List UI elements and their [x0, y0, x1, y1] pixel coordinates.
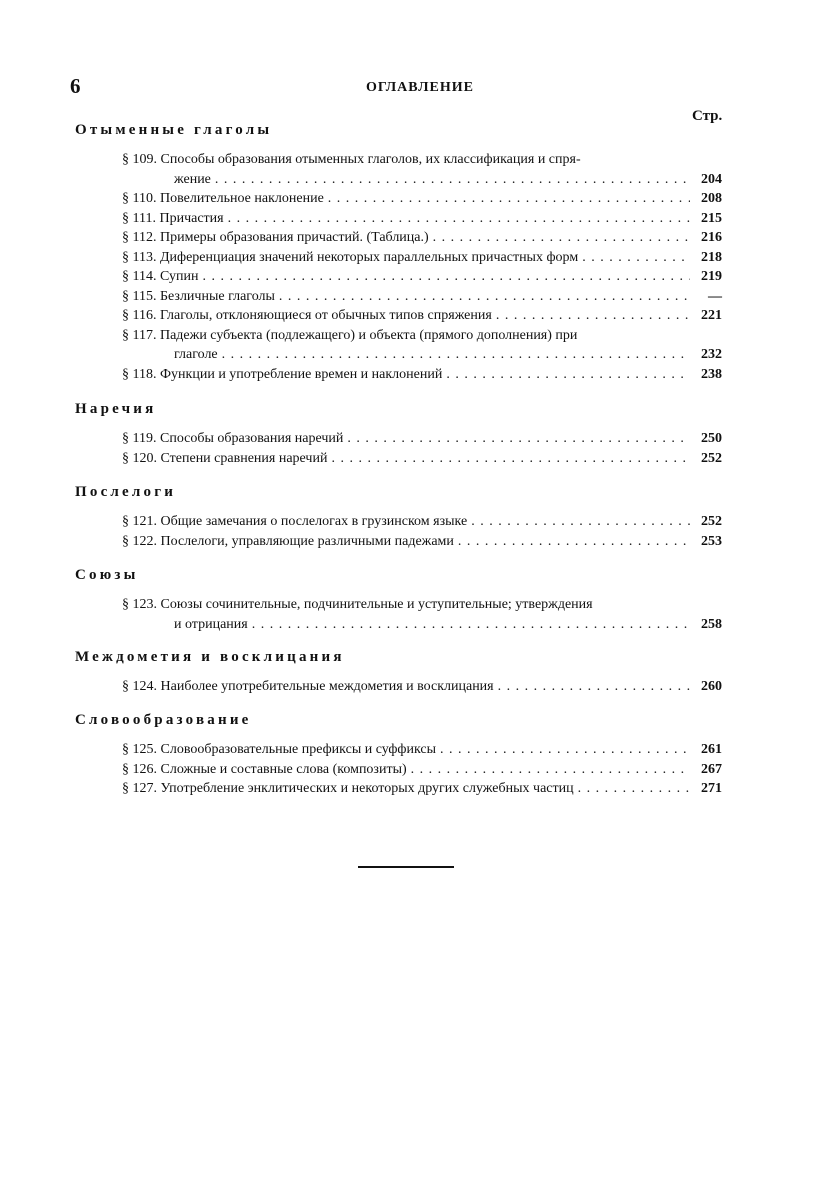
leader-dots — [331, 449, 690, 469]
entry-number: § 126. — [122, 761, 161, 777]
entry-number: § 117. — [122, 327, 160, 343]
toc-entry — [122, 365, 722, 385]
leader-dots — [328, 189, 690, 209]
entry-text: Функции и употребление времен и наклонений — [159, 366, 443, 382]
toc-entry — [122, 512, 722, 532]
entry-number: § 111. — [122, 210, 160, 226]
leader-dots — [433, 228, 690, 248]
entry-number: § 115. — [122, 288, 160, 304]
entry-text: Словообразовательные префиксы и суффиксы — [160, 742, 437, 757]
entry-text: Примеры образования причастий. (Таблица.) — [159, 230, 429, 245]
leader-dots — [202, 267, 690, 287]
entry-page: 261 — [701, 742, 722, 757]
entry-text: Способы образования наречий — [159, 431, 344, 446]
toc-entry — [122, 677, 722, 697]
toc-entry — [122, 228, 722, 248]
entry-text: Глаголы, отклоняющиеся от обычных типов спряжения — [159, 308, 492, 323]
entry-number: § 123. — [122, 597, 161, 612]
entry-text: и отрицания — [174, 616, 248, 632]
entry-page: 204 — [701, 171, 722, 187]
leader-dots — [228, 209, 690, 229]
toc-entry — [122, 740, 722, 760]
leader-dots — [440, 740, 690, 760]
entry-text: Сложные и составные слова (композиты) — [160, 761, 407, 777]
leader-dots — [578, 779, 690, 799]
entry-page: 252 — [701, 450, 722, 466]
leader-dots — [215, 170, 690, 190]
leader-dots — [252, 615, 690, 635]
toc-entry — [122, 306, 722, 326]
entry-page: 216 — [701, 230, 722, 245]
entry-number: § 116. — [122, 308, 160, 323]
entry-text: Супин — [159, 269, 199, 284]
entry-text: Причастия — [159, 210, 224, 226]
toc-entry — [122, 150, 722, 189]
toc-entry — [122, 532, 722, 552]
section-title: Наречия — [75, 401, 157, 417]
entry-text: Союзы сочинительные, подчинительные и уступительные; утверждения — [160, 597, 593, 612]
entry-page: 260 — [701, 679, 722, 694]
toc-entry — [122, 189, 722, 209]
section-title: Союзы — [75, 567, 139, 583]
toc-entry — [122, 248, 722, 268]
entry-page: 208 — [701, 191, 722, 206]
section-title: Послелоги — [75, 484, 177, 500]
leader-dots — [498, 677, 690, 697]
toc-entry — [122, 267, 722, 287]
entry-page: 258 — [701, 616, 722, 632]
entry-page: 271 — [701, 781, 722, 796]
entry-text: Наиболее употребительные междометия и восклицания — [160, 679, 494, 694]
entry-page: 238 — [701, 366, 722, 382]
toc-entry — [122, 595, 722, 634]
leader-dots — [446, 365, 690, 385]
entry-text: Падежи субъекта (подлежащего) и объекта (прямого дополнения) при — [159, 327, 578, 343]
entry-number: § 118. — [122, 366, 160, 382]
leader-dots — [496, 306, 690, 326]
entry-page: 221 — [701, 308, 722, 323]
entry-page: 232 — [701, 347, 722, 362]
closing-rule — [358, 866, 454, 868]
entry-number: § 120. — [122, 450, 161, 466]
entry-page: 250 — [701, 431, 722, 446]
entry-number: § 121. — [122, 514, 161, 529]
entry-text: Безличные глаголы — [159, 288, 275, 304]
entry-number: § 109. — [122, 152, 161, 167]
entry-page: 219 — [701, 269, 722, 284]
toc-entry — [122, 209, 722, 229]
leader-dots — [279, 287, 690, 307]
entry-number: § 112. — [122, 230, 160, 245]
entry-number: § 113. — [122, 249, 160, 265]
entry-number: § 114. — [122, 269, 160, 284]
entry-text: Послелоги, управляющие различными падежами — [160, 533, 454, 549]
page-column-header: Стр. — [692, 108, 723, 124]
leader-dots — [471, 512, 690, 532]
page-title: ОГЛАВЛЕНИЕ — [366, 80, 474, 95]
entry-page: — — [708, 288, 722, 304]
page-number: 6 — [70, 74, 81, 98]
entry-page: 253 — [701, 533, 722, 549]
section-title: Словообразование — [75, 712, 252, 728]
entry-number: § 125. — [122, 742, 161, 757]
toc-entry — [122, 287, 722, 307]
leader-dots — [411, 760, 690, 780]
entry-text: Употребление энклитических и некоторых других служебных частиц — [160, 781, 574, 796]
entry-number: § 122. — [122, 533, 161, 549]
toc-entry — [122, 429, 722, 449]
entry-number: § 110. — [122, 191, 160, 206]
entry-page: 252 — [701, 514, 722, 529]
section-title: Отыменные глаголы — [75, 122, 273, 138]
toc-entry — [122, 760, 722, 780]
entry-page: 218 — [701, 249, 722, 265]
leader-dots — [222, 345, 690, 365]
toc-entry — [122, 449, 722, 469]
entry-number: § 127. — [122, 781, 161, 796]
section-title: Междометия и восклицания — [75, 649, 345, 665]
entry-text: Повелительное наклонение — [159, 191, 324, 206]
entry-text: Общие замечания о послелогах в грузинском языке — [160, 514, 468, 529]
toc-entry — [122, 779, 722, 799]
entry-number: § 119. — [122, 431, 160, 446]
leader-dots — [458, 532, 690, 552]
entry-page: 215 — [701, 210, 722, 226]
entry-text: Способы образования отыменных глаголов, их классификация и спря- — [160, 152, 581, 167]
leader-dots — [347, 429, 690, 449]
entry-text: глаголе — [174, 347, 218, 362]
entry-text: жение — [174, 171, 211, 187]
entry-text: Степени сравнения наречий — [160, 450, 328, 466]
entry-text: Диференциация значений некоторых параллельных причастных форм — [159, 249, 579, 265]
leader-dots — [582, 248, 690, 268]
entry-number: § 124. — [122, 679, 161, 694]
entry-page: 267 — [701, 761, 722, 777]
toc-entry — [122, 326, 722, 365]
